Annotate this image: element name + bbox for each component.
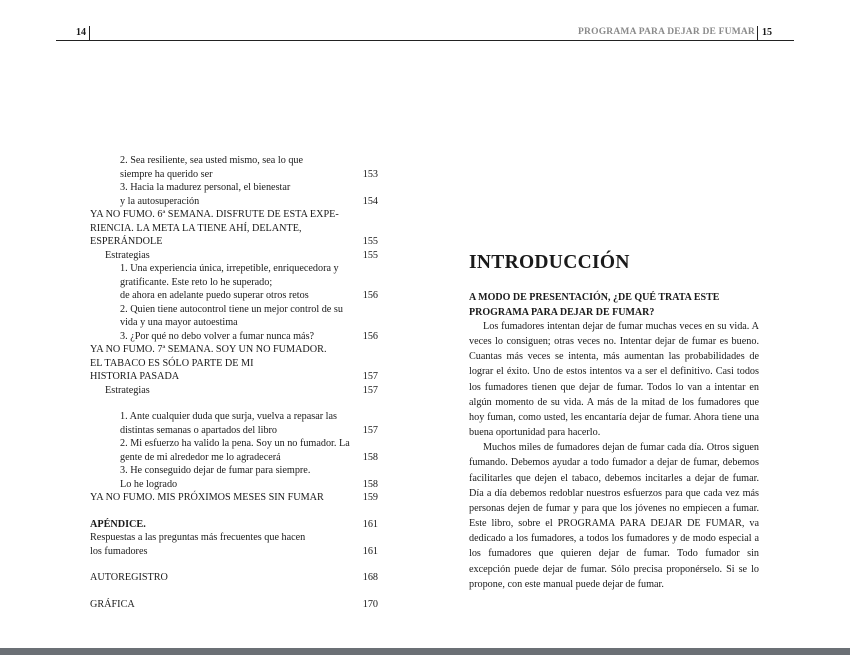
toc-entry-text: gente de mi alrededor me lo agradecerá [120, 451, 281, 463]
toc-entry [90, 195, 378, 209]
toc-entry-text: HISTORIA PASADA [90, 371, 180, 382]
toc-entry-text: siempre ha querido ser [120, 168, 213, 180]
toc-entry-text: Lo he logrado [120, 478, 178, 490]
toc-entry-text: YA NO FUMO. 6ª SEMANA. DISFRUTE DE ESTA EXPE- [90, 209, 339, 220]
toc-entry-text: 3. He conseguido dejar de fumar para siempre. [120, 465, 311, 476]
toc-entry-page: 159 [362, 492, 378, 503]
toc-entry [90, 289, 378, 303]
toc-entry-text: AUTOREGISTRO [90, 572, 168, 583]
toc-entry-text: 1. Una experiencia única, irrepetible, enriquecedora y [120, 263, 339, 274]
toc-entry [90, 343, 378, 357]
toc-entry-page: 158 [362, 478, 378, 490]
toc-entry [90, 276, 378, 290]
toc-entry-page: 157 [362, 371, 378, 382]
toc-entry-text: gratificante. Este reto lo he superado; [120, 276, 273, 288]
toc-entry-text: 3. Hacia la madurez personal, el bienestar [120, 182, 291, 193]
toc-entry-page [358, 343, 378, 357]
section-heading: A MODO DE PRESENTACIÓN, ¿DE QUÉ TRATA ESTE PROGRAMA PARA DEJAR DE FUMAR? [469, 292, 720, 318]
toc-entry [90, 424, 378, 438]
toc-entry [90, 316, 378, 330]
toc-entry-page: 156 [362, 290, 378, 301]
toc-entry-page: 155 [362, 249, 378, 261]
toc-entry [90, 451, 378, 465]
toc-entry [90, 222, 378, 236]
right-page-number: 15 [762, 27, 772, 38]
toc-entry [90, 303, 378, 317]
toc-entry [90, 464, 378, 478]
toc-entry [90, 357, 378, 371]
toc-entry-text: de ahora en adelante puedo superar otros retos [120, 290, 309, 301]
toc-entry-page: 153 [362, 168, 378, 180]
toc-entry-page: 156 [362, 330, 378, 342]
toc-entry [90, 168, 378, 182]
toc-entry-page: 170 [362, 598, 378, 610]
toc-entry-text: Estrategias [105, 384, 150, 396]
toc-entry-page: 161 [362, 545, 378, 557]
toc-entry-text: Respuestas a las preguntas más frecuentes que hacen [90, 532, 306, 543]
toc-entry [90, 437, 378, 451]
toc-entry-page [358, 222, 378, 236]
toc-spacer [90, 585, 378, 598]
left-page-number: 14 [76, 27, 86, 38]
toc-entry-text: 1. Ante cualquier duda que surja, vuelva a repasar las [120, 411, 337, 422]
toc-spacer [90, 558, 378, 571]
toc-entry-text: 2. Sea resiliente, sea usted mismo, sea lo que [120, 155, 304, 166]
toc-entry-page [358, 276, 378, 290]
header-divider-right [757, 26, 758, 41]
toc-entry-text: 2. Quien tiene autocontrol tiene un mejor control de su [120, 303, 343, 315]
toc-entry [90, 531, 378, 545]
chapter-title: INTRODUCCIÓN [469, 252, 630, 273]
paragraph: Los fumadores intentan dejar de fumar muchas veces en su vida. A veces lo consiguen; otras veces no. Intentar dejar de fumar es bueno. Cuantas más veces se intenta, más aumentan las probabilidades de lograr el éxito. Uno de estos intentos va a ser el definitivo. Casi todos los fumadores tienen que dejar de fumar. Todos lo van a intentar en algún momento de su vida. A más de la mitad de los fumadores que hoy fuman, como usted, les encantaría dejar de fumar. Ahora tiene una buena oportunidad para hacerlo. [469, 321, 759, 439]
toc-entry [90, 598, 378, 612]
paragraph: Muchos miles de fumadores dejan de fumar cada día. Otros siguen fumando. Debemos ayudar a todo fumador a dejar de fumar, debemos facilitarles que dejen el tabaco, debemos incitarles a dejar de fumar. Día a día debemos redoblar nuestros esfuerzos para que cada vez más personas dejen de fumar y para que los jóvenes no empiecen a fumar. Este libro, sobre el PROGRAMA PARA DEJAR DE FUMAR, va dedicado a los fumadores, a todos los fumadores y de modo especial a los fumadores que quieren dejar de fumar. Todo fumador sin excepción puede dejar de fumar. Sólo precisa proponérselo. Si se lo propone, con este manual puede dejar de fumar. [469, 442, 759, 590]
toc-entry [90, 154, 378, 168]
toc-entry-text: EL TABACO ES SÓLO PARTE DE MI [90, 357, 254, 369]
toc-entry-text: GRÁFICA [90, 598, 135, 610]
header-divider-left [89, 26, 90, 41]
toc-entry-page [358, 316, 378, 330]
toc-entry-page [358, 154, 378, 168]
toc-entry-page [358, 181, 378, 195]
running-title: PROGRAMA PARA DEJAR DE FUMAR [578, 27, 755, 37]
table-of-contents [90, 154, 378, 611]
toc-entry-text: distintas semanas o apartados del libro [120, 424, 278, 436]
toc-entry-page [358, 531, 378, 545]
viewer-bottom-bar [0, 648, 850, 655]
toc-entry [90, 478, 378, 492]
toc-entry [90, 384, 378, 398]
toc-entry [90, 370, 378, 384]
header-rule [56, 40, 794, 41]
toc-entry-page [358, 357, 378, 371]
toc-entry-page: 168 [362, 572, 378, 583]
toc-entry [90, 330, 378, 344]
toc-entry [90, 545, 378, 559]
toc-entry-text: 2. Mi esfuerzo ha valido la pena. Soy un no fumador. La [120, 438, 350, 449]
toc-spacer [90, 505, 378, 518]
toc-entry-page: 157 [362, 424, 378, 436]
intro-body [469, 319, 759, 592]
toc-spacer [90, 397, 378, 410]
toc-entry-text: RIENCIA. LA META LA TIENE AHÍ, DELANTE, [90, 222, 302, 234]
toc-entry [90, 410, 378, 424]
toc-entry-page: 161 [362, 518, 378, 530]
toc-entry-text: APÉNDICE. [90, 518, 146, 530]
toc-entry-page [358, 410, 378, 424]
toc-entry-page [358, 303, 378, 317]
toc-entry [90, 491, 378, 505]
toc-entry-text: y la autosuperación [120, 195, 200, 207]
toc-entry-text: los fumadores [90, 545, 148, 557]
toc-entry-text: YA NO FUMO. 7ª SEMANA. SOY UN NO FUMADOR. [90, 344, 327, 355]
toc-entry [90, 235, 378, 249]
toc-entry [90, 181, 378, 195]
toc-entry-text: 3. ¿Por qué no debo volver a fumar nunca más? [120, 330, 315, 342]
toc-entry [90, 262, 378, 276]
toc-entry [90, 571, 378, 585]
toc-entry [90, 208, 378, 222]
toc-entry [90, 249, 378, 263]
toc-entry-text: Estrategias [105, 249, 150, 261]
toc-entry-page: 158 [362, 451, 378, 463]
toc-entry-text: ESPERÁNDOLE [90, 236, 163, 247]
toc-entry-page [358, 208, 378, 222]
toc-entry-page: 154 [362, 195, 378, 207]
toc-entry [90, 518, 378, 532]
toc-entry-page [358, 262, 378, 276]
toc-entry-page: 157 [362, 384, 378, 396]
toc-entry-page [358, 464, 378, 478]
toc-entry-text: YA NO FUMO. MIS PRÓXIMOS MESES SIN FUMAR [90, 492, 324, 503]
toc-entry-page [358, 437, 378, 451]
toc-entry-text: vida y una mayor autoestima [120, 317, 238, 328]
toc-entry-page: 155 [362, 236, 378, 247]
